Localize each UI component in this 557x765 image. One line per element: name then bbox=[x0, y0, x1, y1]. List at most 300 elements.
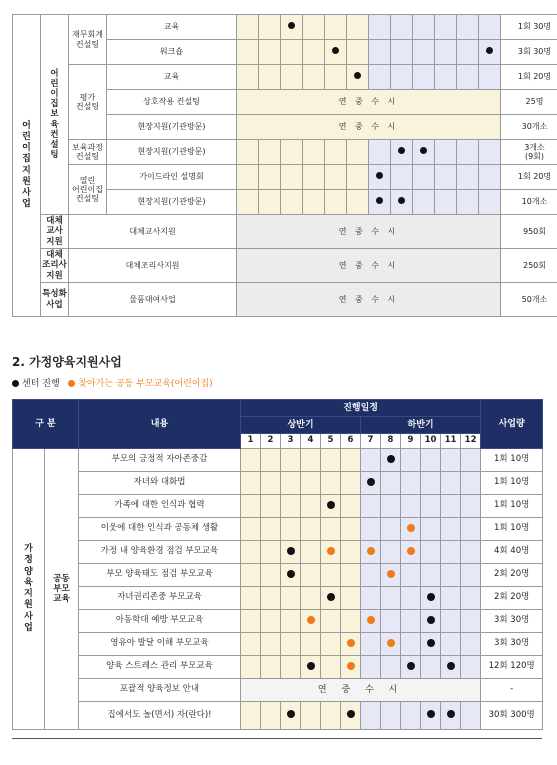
month-cell bbox=[259, 165, 281, 190]
table-row bbox=[13, 518, 543, 541]
orange-dot-icon bbox=[387, 639, 395, 647]
month-cell bbox=[341, 541, 361, 564]
orange-dot-icon bbox=[367, 616, 375, 624]
month-cell bbox=[281, 472, 301, 495]
month-cell bbox=[361, 610, 381, 633]
month-cell bbox=[421, 495, 441, 518]
year-round-cell: 연 중 수 시 bbox=[237, 215, 501, 249]
black-dot-icon bbox=[447, 710, 455, 718]
month-cell bbox=[441, 656, 461, 679]
month-cell bbox=[441, 449, 461, 472]
black-dot-icon bbox=[427, 593, 435, 601]
month-cell bbox=[369, 15, 391, 40]
month-cell bbox=[391, 165, 413, 190]
category-label: 대체 조리사 지원 bbox=[42, 250, 67, 281]
month-cell bbox=[401, 656, 421, 679]
table-row bbox=[13, 656, 543, 679]
legend-black-label: 센터 진행 bbox=[22, 379, 60, 389]
black-dot-icon bbox=[287, 570, 295, 578]
month-cell bbox=[281, 633, 301, 656]
month-cell bbox=[261, 495, 281, 518]
month-cell bbox=[381, 702, 401, 730]
month-cell bbox=[457, 165, 479, 190]
header-category: 구 분 bbox=[13, 400, 79, 449]
month-cell bbox=[369, 140, 391, 165]
month-cell bbox=[341, 656, 361, 679]
legend bbox=[12, 376, 213, 389]
month-cell bbox=[281, 140, 303, 165]
month-cell bbox=[241, 610, 261, 633]
month-cell bbox=[347, 65, 369, 90]
quantity: - bbox=[481, 679, 543, 702]
month-header: 3 bbox=[281, 434, 301, 449]
month-cell bbox=[421, 472, 441, 495]
black-dot-icon bbox=[376, 172, 383, 179]
month-cell bbox=[281, 518, 301, 541]
month-cell bbox=[259, 15, 281, 40]
month-cell bbox=[381, 633, 401, 656]
header-qty: 사업량 bbox=[481, 400, 543, 449]
consulting-label: 어 린 이 집 보 육 컨 설 팅 bbox=[41, 15, 69, 215]
month-cell bbox=[237, 165, 259, 190]
table-row bbox=[13, 15, 557, 40]
month-cell bbox=[341, 702, 361, 730]
month-cell bbox=[321, 541, 341, 564]
month-cell bbox=[241, 564, 261, 587]
month-header: 8 bbox=[381, 434, 401, 449]
month-cell bbox=[281, 587, 301, 610]
month-cell bbox=[281, 165, 303, 190]
item-label: 현장지원(기관방문) bbox=[107, 140, 237, 165]
month-cell bbox=[421, 610, 441, 633]
month-cell bbox=[321, 495, 341, 518]
month-cell bbox=[281, 610, 301, 633]
black-dot-icon bbox=[398, 197, 405, 204]
month-cell bbox=[401, 449, 421, 472]
item-label: 집에서도 놀(면서) 자(란다)! bbox=[79, 702, 241, 730]
black-dot-icon bbox=[427, 639, 435, 647]
month-cell bbox=[303, 165, 325, 190]
month-cell bbox=[401, 518, 421, 541]
group-label: 어 린 이 집 지 원 사 업 bbox=[13, 15, 41, 317]
month-cell bbox=[401, 495, 421, 518]
orange-dot-icon bbox=[407, 524, 415, 532]
month-cell bbox=[421, 564, 441, 587]
month-cell bbox=[361, 472, 381, 495]
month-cell bbox=[461, 656, 481, 679]
quantity: 3회 30명 bbox=[501, 40, 557, 65]
item-label: 아동학대 예방 부모교육 bbox=[79, 610, 241, 633]
item-label: 가이드라인 설명회 bbox=[107, 165, 237, 190]
month-header: 5 bbox=[321, 434, 341, 449]
month-cell bbox=[301, 633, 321, 656]
item-label: 양육 스트레스 관리 부모교육 bbox=[79, 656, 241, 679]
month-cell bbox=[369, 40, 391, 65]
quantity: 2회 20명 bbox=[481, 587, 543, 610]
month-cell bbox=[413, 40, 435, 65]
month-cell bbox=[325, 165, 347, 190]
month-cell bbox=[241, 702, 261, 730]
month-cell bbox=[303, 15, 325, 40]
month-cell bbox=[321, 564, 341, 587]
table-row bbox=[13, 472, 543, 495]
month-cell bbox=[413, 165, 435, 190]
item-label: 현장지원(기관방문) bbox=[107, 115, 237, 140]
month-cell bbox=[461, 541, 481, 564]
month-cell bbox=[301, 610, 321, 633]
bottom-rule bbox=[12, 738, 542, 739]
month-cell bbox=[341, 610, 361, 633]
month-cell bbox=[391, 190, 413, 215]
month-cell bbox=[479, 40, 501, 65]
sub-category: 열린 어린이집 컨설팅 bbox=[69, 165, 107, 215]
month-cell bbox=[461, 449, 481, 472]
month-cell bbox=[457, 190, 479, 215]
black-dot-icon bbox=[288, 22, 295, 29]
month-cell bbox=[369, 190, 391, 215]
table-row bbox=[13, 541, 543, 564]
month-cell bbox=[303, 190, 325, 215]
month-cell bbox=[401, 702, 421, 730]
orange-dot-icon bbox=[347, 639, 355, 647]
item-label: 상호작용 컨설팅 bbox=[107, 90, 237, 115]
month-cell bbox=[413, 190, 435, 215]
month-cell bbox=[441, 541, 461, 564]
month-cell bbox=[261, 702, 281, 730]
category-label: 대체 교사 지원 bbox=[41, 215, 69, 249]
month-cell bbox=[301, 449, 321, 472]
month-cell bbox=[241, 449, 261, 472]
month-cell bbox=[361, 518, 381, 541]
month-cell bbox=[259, 65, 281, 90]
month-cell bbox=[381, 518, 401, 541]
month-cell bbox=[341, 587, 361, 610]
orange-dot-icon bbox=[327, 547, 335, 555]
month-cell bbox=[241, 518, 261, 541]
month-cell bbox=[321, 702, 341, 730]
month-header: 10 bbox=[421, 434, 441, 449]
month-cell bbox=[381, 564, 401, 587]
year-round-cell: 연 중 수 시 bbox=[237, 249, 501, 283]
month-cell bbox=[301, 518, 321, 541]
month-cell bbox=[347, 140, 369, 165]
month-cell bbox=[401, 541, 421, 564]
month-cell bbox=[435, 190, 457, 215]
black-dot-icon bbox=[398, 147, 405, 154]
item-label: 자녀권리존중 부모교육 bbox=[79, 587, 241, 610]
month-cell bbox=[361, 702, 381, 730]
month-cell bbox=[381, 449, 401, 472]
month-cell bbox=[321, 633, 341, 656]
month-cell bbox=[457, 40, 479, 65]
month-cell bbox=[435, 140, 457, 165]
month-cell bbox=[303, 40, 325, 65]
month-cell bbox=[381, 587, 401, 610]
year-round-cell: 연 중 수 시 bbox=[241, 679, 481, 702]
group-label: 가 정 양 육 지 원 사 업 bbox=[13, 449, 45, 730]
month-cell bbox=[401, 587, 421, 610]
month-cell bbox=[341, 495, 361, 518]
month-cell bbox=[237, 40, 259, 65]
month-cell bbox=[381, 495, 401, 518]
month-cell bbox=[391, 15, 413, 40]
month-cell bbox=[421, 633, 441, 656]
quantity: 1회 10명 bbox=[481, 518, 543, 541]
month-cell bbox=[369, 165, 391, 190]
month-cell bbox=[259, 190, 281, 215]
quantity: 1회 10명 bbox=[481, 449, 543, 472]
month-cell bbox=[347, 165, 369, 190]
month-header: 4 bbox=[301, 434, 321, 449]
month-cell bbox=[441, 564, 461, 587]
month-cell bbox=[241, 472, 261, 495]
month-cell bbox=[321, 449, 341, 472]
month-cell bbox=[341, 633, 361, 656]
item-label: 대체교사지원 bbox=[69, 215, 237, 249]
quantity: 50개소 bbox=[501, 283, 557, 317]
month-cell bbox=[381, 656, 401, 679]
header-schedule: 진행일정 bbox=[241, 400, 481, 417]
month-cell bbox=[301, 656, 321, 679]
item-label: 가족에 대한 인식과 협력 bbox=[79, 495, 241, 518]
table-row bbox=[13, 495, 543, 518]
year-round-cell: 연 중 수 시 bbox=[237, 90, 501, 115]
month-cell bbox=[479, 165, 501, 190]
quantity: 10개소 bbox=[501, 190, 557, 215]
month-cell bbox=[381, 610, 401, 633]
month-cell bbox=[381, 541, 401, 564]
quantity: 3회 30명 bbox=[481, 633, 543, 656]
month-cell bbox=[361, 564, 381, 587]
month-cell bbox=[421, 702, 441, 730]
quantity: 3회 30명 bbox=[481, 610, 543, 633]
month-cell bbox=[261, 518, 281, 541]
month-cell bbox=[261, 449, 281, 472]
table-row bbox=[13, 587, 543, 610]
month-cell bbox=[479, 65, 501, 90]
month-header: 6 bbox=[341, 434, 361, 449]
month-cell bbox=[261, 633, 281, 656]
year-round-cell: 연 중 수 시 bbox=[237, 283, 501, 317]
black-dot-icon bbox=[407, 662, 415, 670]
month-cell bbox=[321, 518, 341, 541]
month-cell bbox=[347, 190, 369, 215]
sub-group-label: 공동 부모 교육 bbox=[45, 449, 79, 730]
header-content: 내용 bbox=[79, 400, 241, 449]
item-label: 교육 bbox=[107, 65, 237, 90]
orange-dot-icon bbox=[407, 547, 415, 555]
month-cell bbox=[261, 564, 281, 587]
month-cell bbox=[261, 610, 281, 633]
quantity: 2회 20명 bbox=[481, 564, 543, 587]
month-cell bbox=[321, 587, 341, 610]
item-label: 영유아 발달 이해 부모교육 bbox=[79, 633, 241, 656]
black-dot-icon bbox=[427, 710, 435, 718]
month-cell bbox=[237, 65, 259, 90]
month-cell bbox=[237, 140, 259, 165]
month-cell bbox=[391, 140, 413, 165]
month-cell bbox=[361, 633, 381, 656]
black-dot-icon bbox=[367, 478, 375, 486]
month-cell bbox=[301, 472, 321, 495]
orange-dot-icon bbox=[68, 380, 75, 387]
month-cell bbox=[391, 40, 413, 65]
month-cell bbox=[479, 15, 501, 40]
month-cell bbox=[479, 190, 501, 215]
month-cell bbox=[421, 587, 441, 610]
month-cell bbox=[261, 541, 281, 564]
month-cell bbox=[401, 633, 421, 656]
month-cell bbox=[461, 633, 481, 656]
month-cell bbox=[321, 656, 341, 679]
black-dot-icon bbox=[427, 616, 435, 624]
month-cell bbox=[421, 541, 441, 564]
item-label: 워크숍 bbox=[107, 40, 237, 65]
month-cell bbox=[301, 702, 321, 730]
header-second-half: 하반기 bbox=[361, 417, 481, 434]
month-cell bbox=[461, 518, 481, 541]
month-cell bbox=[461, 610, 481, 633]
quantity: 250회 bbox=[501, 249, 557, 283]
month-cell bbox=[241, 633, 261, 656]
black-dot-icon bbox=[307, 662, 315, 670]
quantity: 1회 10명 bbox=[481, 495, 543, 518]
month-cell bbox=[281, 40, 303, 65]
black-dot-icon bbox=[287, 710, 295, 718]
item-label: 물품대여사업 bbox=[69, 283, 237, 317]
quantity: 30회 300명 bbox=[481, 702, 543, 730]
orange-dot-icon bbox=[367, 547, 375, 555]
month-cell bbox=[301, 587, 321, 610]
black-dot-icon bbox=[376, 197, 383, 204]
month-cell bbox=[413, 140, 435, 165]
month-cell bbox=[325, 40, 347, 65]
month-cell bbox=[361, 495, 381, 518]
month-cell bbox=[457, 15, 479, 40]
month-header: 12 bbox=[461, 434, 481, 449]
month-cell bbox=[401, 472, 421, 495]
month-cell bbox=[241, 656, 261, 679]
month-cell bbox=[237, 15, 259, 40]
black-dot-icon bbox=[332, 47, 339, 54]
month-header: 9 bbox=[401, 434, 421, 449]
month-cell bbox=[441, 472, 461, 495]
sub-category: 평가 컨설팅 bbox=[69, 65, 107, 140]
month-cell bbox=[401, 564, 421, 587]
month-cell bbox=[461, 587, 481, 610]
month-cell bbox=[441, 633, 461, 656]
month-header: 7 bbox=[361, 434, 381, 449]
month-cell bbox=[321, 472, 341, 495]
category-label: 특성화 사업 bbox=[41, 283, 69, 317]
item-label: 가정 내 양육환경 점검 부모교육 bbox=[79, 541, 241, 564]
month-cell bbox=[413, 15, 435, 40]
table-row bbox=[13, 702, 543, 730]
month-cell bbox=[361, 541, 381, 564]
program-table-1 bbox=[12, 14, 557, 317]
month-cell bbox=[241, 495, 261, 518]
month-cell bbox=[341, 518, 361, 541]
month-cell bbox=[261, 587, 281, 610]
quantity: 12회 120명 bbox=[481, 656, 543, 679]
month-header: 2 bbox=[261, 434, 281, 449]
black-dot-icon bbox=[347, 710, 355, 718]
month-cell bbox=[325, 190, 347, 215]
quantity: 950회 bbox=[501, 215, 557, 249]
orange-dot-icon bbox=[387, 570, 395, 578]
month-header: 1 bbox=[241, 434, 261, 449]
month-cell bbox=[281, 495, 301, 518]
month-cell bbox=[461, 564, 481, 587]
month-cell bbox=[325, 65, 347, 90]
black-dot-icon bbox=[327, 501, 335, 509]
month-cell bbox=[361, 587, 381, 610]
sub-category: 재무회계 컨설팅 bbox=[69, 15, 107, 65]
quantity: 1회 30명 bbox=[501, 15, 557, 40]
quantity: 30개소 bbox=[501, 115, 557, 140]
orange-dot-icon bbox=[347, 662, 355, 670]
month-cell bbox=[281, 702, 301, 730]
table-row bbox=[13, 564, 543, 587]
month-header: 11 bbox=[441, 434, 461, 449]
table-row bbox=[13, 165, 557, 190]
month-cell bbox=[259, 140, 281, 165]
month-cell bbox=[241, 587, 261, 610]
month-cell bbox=[421, 518, 441, 541]
black-dot-icon bbox=[387, 455, 395, 463]
table-row bbox=[13, 610, 543, 633]
month-cell bbox=[421, 656, 441, 679]
quantity: 4회 40명 bbox=[481, 541, 543, 564]
month-cell bbox=[341, 449, 361, 472]
month-cell bbox=[325, 140, 347, 165]
month-cell bbox=[261, 656, 281, 679]
month-cell bbox=[441, 495, 461, 518]
month-cell bbox=[321, 610, 341, 633]
month-cell bbox=[441, 702, 461, 730]
quantity: 1회 20명 bbox=[501, 65, 557, 90]
month-cell bbox=[441, 610, 461, 633]
month-cell bbox=[435, 165, 457, 190]
month-cell bbox=[341, 472, 361, 495]
month-cell bbox=[369, 65, 391, 90]
month-cell bbox=[381, 472, 401, 495]
quantity: 3개소 (9회) bbox=[501, 140, 557, 165]
item-label: 자녀와 대화법 bbox=[79, 472, 241, 495]
month-cell bbox=[421, 449, 441, 472]
month-cell bbox=[479, 140, 501, 165]
month-cell bbox=[281, 65, 303, 90]
item-label: 부모의 긍정적 자아존중감 bbox=[79, 449, 241, 472]
month-cell bbox=[361, 449, 381, 472]
month-cell bbox=[281, 541, 301, 564]
year-round-cell: 연 중 수 시 bbox=[237, 115, 501, 140]
month-cell bbox=[303, 140, 325, 165]
sub-category: 보육과정 컨설팅 bbox=[69, 140, 107, 165]
month-cell bbox=[281, 15, 303, 40]
black-dot-icon bbox=[354, 72, 361, 79]
month-cell bbox=[461, 495, 481, 518]
quantity: 1회 10명 bbox=[481, 472, 543, 495]
black-dot-icon bbox=[420, 147, 427, 154]
item-label: 대체조리사지원 bbox=[69, 249, 237, 283]
month-cell bbox=[461, 472, 481, 495]
month-cell bbox=[361, 656, 381, 679]
header-first-half: 상반기 bbox=[241, 417, 361, 434]
month-cell bbox=[435, 65, 457, 90]
month-cell bbox=[325, 15, 347, 40]
item-label: 이웃에 대한 인식과 공동체 생활 bbox=[79, 518, 241, 541]
